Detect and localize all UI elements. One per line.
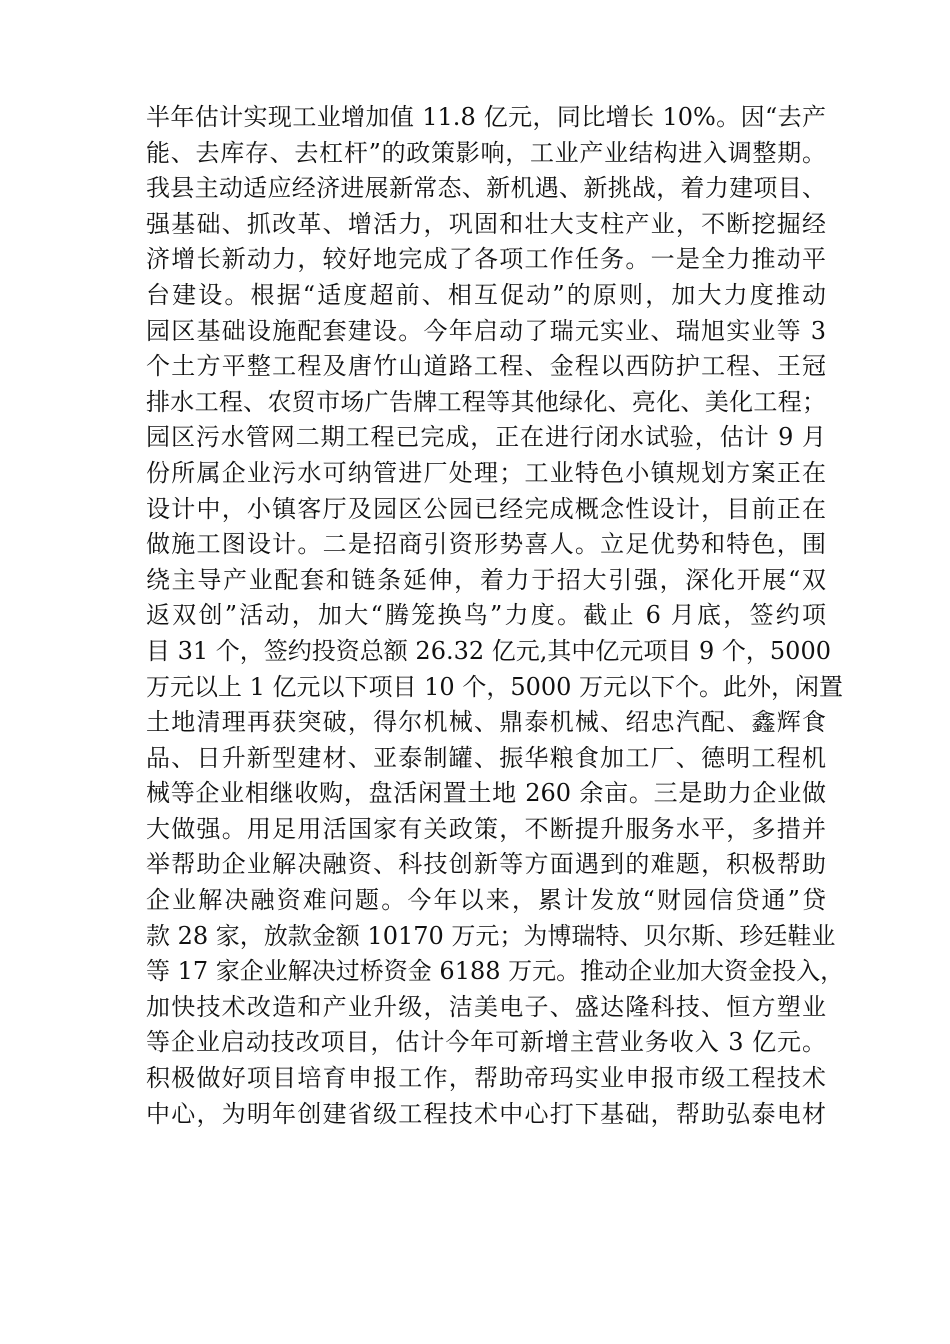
text-line: 强基础、抓改革、增活力，巩固和壮大支柱产业，不断挖掘经 <box>146 209 826 238</box>
text-line: 排水工程、农贸市场广告牌工程等其他绿化、亮化、美化工程； <box>146 387 826 416</box>
text-line: 等 17 家企业解决过桥资金 6188 万元。推动企业加大资金投入， <box>146 957 845 986</box>
text-line: 加快技术改造和产业升级，洁美电子、盛达隆科技、恒方塑业 <box>146 992 826 1021</box>
text-line: 等企业启动技改项目，估计今年可新增主营业务收入 3 亿元。 <box>146 1028 826 1057</box>
text-line: 品、日升新型建材、亚泰制罐、振华粮食加工厂、德明工程机 <box>146 743 826 772</box>
text-line: 我县主动适应经济进展新常态、新机遇、新挑战，着力建项目、 <box>146 174 826 203</box>
text-line: 款 28 家，放款金额 10170 万元；为博瑞特、贝尔斯、珍廷鞋业 <box>146 921 836 950</box>
text-line: 园区污水管网二期工程已完成，正在进行闭水试验，估计 9 月 <box>146 423 826 452</box>
text-line: 举帮助企业解决融资、科技创新等方面遇到的难题，积极帮助 <box>146 850 826 879</box>
text-line: 设计中，小镇客厅及园区公园已经完成概念性设计，目前正在 <box>146 494 826 523</box>
text-line: 做施工图设计。二是招商引资形势喜人。立足优势和特色，围 <box>146 530 826 559</box>
body-paragraph <box>146 100 845 1132</box>
text-line: 目 31 个，签约投资总额 26.32 亿元,其中亿元项目 9 个，5000 <box>146 636 831 665</box>
text-line: 械等企业相继收购，盘活闲置土地 260 余亩。三是助力企业做 <box>146 779 826 808</box>
text-line: 济增长新动力，较好地完成了各项工作任务。一是全力推动平 <box>146 245 826 274</box>
text-line: 绕主导产业配套和链条延伸，着力于招大引强，深化开展“双 <box>146 565 826 594</box>
text-line: 企业解决融资难问题。今年以来，累计发放“财园信贷通”贷 <box>146 886 826 915</box>
text-line: 能、去库存、去杠杆”的政策影响，工业产业结构进入调整期。 <box>146 138 826 167</box>
text-line: 台建设。根据“适度超前、相互促动”的原则，加大力度推动 <box>146 280 826 309</box>
text-line: 大做强。用足用活国家有关政策，不断提升服务水平，多措并 <box>146 814 826 843</box>
text-line: 个土方平整工程及唐竹山道路工程、金程以西防护工程、王冠 <box>146 352 826 381</box>
text-line: 园区基础设施配套建设。今年启动了瑞元实业、瑞旭实业等 3 <box>146 316 826 345</box>
text-line: 中心，为明年创建省级工程技术中心打下基础，帮助弘泰电材 <box>146 1099 826 1128</box>
text-line: 返双创”活动，加大“腾笼换鸟”力度。截止 6 月底，签约项 <box>146 601 826 630</box>
text-line: 半年估计实现工业增加值 11.8 亿元，同比增长 10%。因“去产 <box>146 103 826 131</box>
text-line: 土地清理再获突破，得尔机械、鼎泰机械、绍忠汽配、鑫辉食 <box>146 708 826 737</box>
text-line: 积极做好项目培育申报工作，帮助帝玛实业申报市级工程技术 <box>146 1064 826 1093</box>
text-line: 万元以上 1 亿元以下项目 10 个，5000 万元以下个。此外，闲置 <box>146 672 844 701</box>
text-line: 份所属企业污水可纳管进厂处理；工业特色小镇规划方案正在 <box>146 458 826 487</box>
